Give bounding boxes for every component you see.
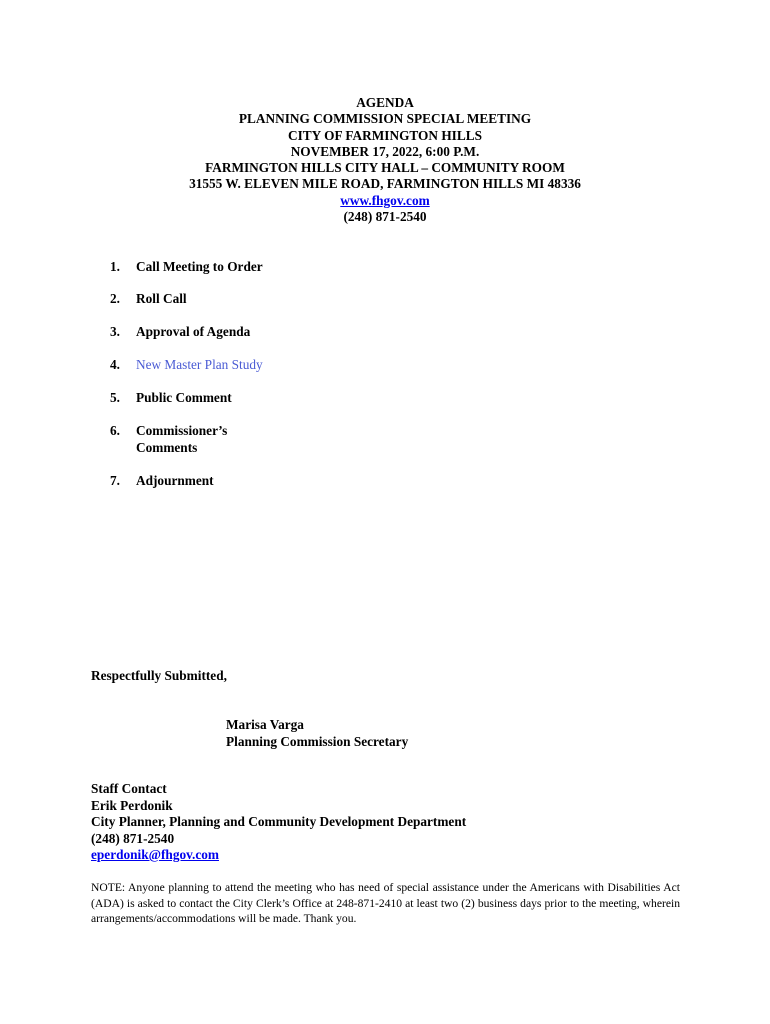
agenda-item-text: Approval of Agenda xyxy=(136,324,251,339)
meeting-location: FARMINGTON HILLS CITY HALL – COMMUNITY ROOM xyxy=(205,160,565,176)
agenda-item-number: 6. xyxy=(110,423,120,438)
staff-phone: (248) 871-2540 xyxy=(91,830,175,846)
agenda-item-number: 1. xyxy=(110,259,120,274)
staff-contact-block xyxy=(91,781,466,864)
agenda-item-5 xyxy=(110,389,232,406)
signer-name: Marisa Varga xyxy=(226,717,304,732)
staff-heading: Staff Contact xyxy=(91,781,167,796)
agenda-item-text-line1: Commissioner’s xyxy=(136,423,228,438)
ada-note: NOTE: Anyone planning to attend the meeting who has need of special assistance under the Americans with Disabilities Act (ADA) is asked to contact the City Clerk’s Office at 248-871-2410 at least two (2) business days prior to the meeting, wherein arrangements/accommodations will be made. Thank you. xyxy=(91,881,680,925)
meeting-name: PLANNING COMMISSION SPECIAL MEETING xyxy=(238,111,532,127)
agenda-item-1 xyxy=(110,258,263,275)
staff-name: Erik Perdonik xyxy=(91,797,173,813)
header-phone: (248) 871-2540 xyxy=(343,209,427,225)
agenda-item-text-line2: Comments xyxy=(136,440,198,455)
website-link[interactable]: www.fhgov.com xyxy=(340,192,430,208)
agenda-item-number: 5. xyxy=(110,390,120,405)
meeting-date: NOVEMBER 17, 2022, 6:00 P.M. xyxy=(290,143,480,159)
agenda-item-text: Adjournment xyxy=(136,473,214,488)
signer-block xyxy=(226,716,408,750)
agenda-item-number: 4. xyxy=(110,357,120,372)
agenda-item-3 xyxy=(110,323,250,340)
meeting-address: 31555 W. ELEVEN MILE ROAD, FARMINGTON HILLS MI 48336 xyxy=(189,176,581,192)
signoff-text: Respectfully Submitted, xyxy=(91,668,227,683)
agenda-item-2 xyxy=(110,290,187,307)
agenda-item-number: 2. xyxy=(110,291,120,306)
agenda-item-number: 3. xyxy=(110,324,120,339)
agenda-item-4[interactable] xyxy=(110,356,263,373)
city-name: CITY OF FARMINGTON HILLS xyxy=(288,127,482,143)
signer-title: Planning Commission Secretary xyxy=(226,734,409,749)
agenda-item-6 xyxy=(110,422,227,456)
agenda-item-number: 7. xyxy=(110,473,120,488)
agenda-item-text: Call Meeting to Order xyxy=(136,259,263,274)
agenda-item-text xyxy=(136,422,227,456)
agenda-title: AGENDA xyxy=(356,95,414,110)
staff-title: City Planner, Planning and Community Development Department xyxy=(91,814,467,829)
master-plan-study-link[interactable]: New Master Plan Study xyxy=(136,357,263,372)
staff-email-link[interactable]: eperdonik@fhgov.com xyxy=(91,847,219,862)
agenda-item-text: Public Comment xyxy=(136,390,232,405)
agenda-item-text: Roll Call xyxy=(136,291,187,306)
agenda-header xyxy=(0,95,770,225)
agenda-item-7 xyxy=(110,472,214,489)
